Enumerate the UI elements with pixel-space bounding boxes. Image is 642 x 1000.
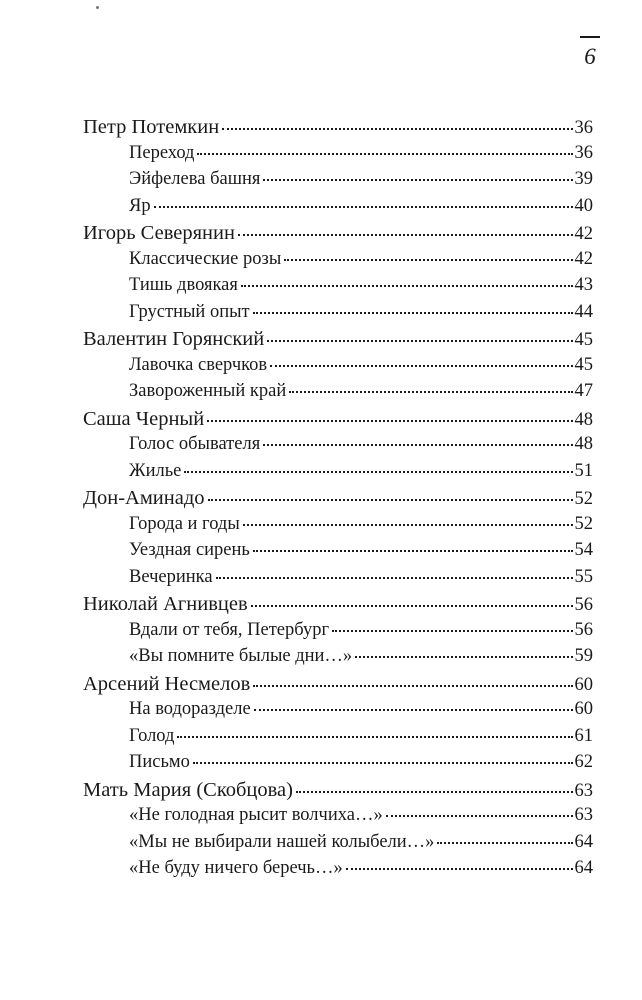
dot-leader — [332, 630, 572, 632]
page-ref: 56 — [574, 619, 593, 640]
toc-poem-entry — [83, 514, 593, 541]
author-name: Арсений Несмелов — [83, 672, 251, 695]
toc-poem-entry — [83, 805, 593, 832]
dot-leader — [253, 550, 573, 552]
dot-leader — [386, 815, 573, 817]
page-ref: 51 — [574, 460, 593, 481]
page-ref: 48 — [574, 409, 593, 430]
header-rule — [580, 36, 600, 38]
page-ref: 64 — [574, 858, 593, 878]
page-ref: 56 — [574, 595, 593, 615]
poem-title: «Не буду ничего беречь…» — [129, 858, 343, 878]
dot-leader — [270, 365, 572, 367]
toc-poem-entry — [83, 646, 593, 673]
toc-poem-entry — [83, 540, 593, 567]
toc-author-entry — [83, 408, 593, 435]
toc-poem-entry — [83, 275, 593, 302]
toc-poem-entry — [83, 461, 593, 488]
toc-poem-entry — [83, 381, 593, 408]
toc-poem-entry — [83, 196, 593, 223]
dot-leader — [197, 153, 572, 155]
toc-poem-entry — [83, 143, 593, 170]
dot-leader — [208, 499, 573, 501]
poem-title: Голос обывателя — [129, 434, 261, 454]
author-name: Петр Потемкин — [83, 116, 220, 138]
page-ref: 64 — [574, 831, 593, 852]
toc-author-entry — [83, 328, 593, 355]
page-ref: 47 — [574, 381, 593, 401]
page-ref: 63 — [574, 780, 593, 801]
page-ref: 43 — [574, 275, 593, 295]
author-name: Валентин Горянский — [83, 328, 265, 350]
dot-leader — [437, 842, 572, 844]
poem-title: Жилье — [129, 460, 182, 481]
page-ref: 60 — [574, 699, 593, 719]
dot-leader — [267, 340, 572, 342]
dot-leader — [216, 577, 573, 579]
dot-leader — [346, 868, 573, 870]
toc-poem-entry — [83, 832, 593, 859]
toc-poem-entry — [83, 567, 593, 594]
toc-poem-entry — [83, 752, 593, 779]
poem-title: Города и годы — [129, 513, 240, 534]
scan-speck — [96, 6, 99, 9]
poem-title: Уездная сирень — [129, 540, 250, 560]
toc-poem-entry — [83, 858, 593, 885]
page-ref: 42 — [574, 248, 593, 269]
poem-title: «Вы помните былые дни…» — [129, 646, 353, 666]
toc-poem-entry — [83, 249, 593, 276]
poem-title: «Не голодная рысит волчиха…» — [129, 805, 383, 825]
dot-leader — [184, 471, 572, 473]
toc-author-entry — [83, 116, 593, 143]
toc-poem-entry — [83, 169, 593, 196]
poem-title: «Мы не выбирали нашей колыбели…» — [129, 831, 435, 852]
author-name: Саша Черный — [83, 407, 205, 430]
page-ref: 44 — [574, 301, 593, 322]
page-ref: 45 — [574, 330, 593, 350]
dot-leader — [193, 762, 573, 764]
page-ref: 52 — [574, 489, 593, 509]
poem-title: На водоразделе — [129, 699, 251, 719]
dot-leader — [241, 285, 573, 287]
dot-leader — [154, 206, 573, 208]
page-ref: 59 — [574, 646, 593, 666]
dot-leader — [238, 234, 573, 236]
toc-poem-entry — [83, 302, 593, 329]
page-ref: 48 — [574, 434, 593, 454]
toc-poem-entry — [83, 699, 593, 726]
page-ref: 54 — [574, 540, 593, 560]
poem-title: Грустный опыт — [129, 301, 250, 322]
poem-title: Эйфелева башня — [129, 169, 261, 189]
page-ref: 60 — [574, 674, 593, 695]
author-name: Дон-Аминадо — [83, 487, 205, 509]
author-name: Игорь Северянин — [83, 222, 235, 244]
dot-leader — [253, 312, 573, 314]
poem-title: Вдали от тебя, Петербург — [129, 619, 330, 640]
page-ref: 52 — [574, 513, 593, 534]
page-ref: 42 — [574, 224, 593, 244]
toc-poem-entry — [83, 434, 593, 461]
dot-leader — [243, 524, 573, 526]
dot-leader — [222, 128, 572, 130]
page-number: 6 — [584, 44, 596, 69]
page-ref: 62 — [574, 752, 593, 772]
poem-title: Классические розы — [129, 248, 282, 269]
poem-title: Письмо — [129, 752, 190, 772]
poem-title: Яр — [129, 195, 151, 216]
toc-poem-entry — [83, 726, 593, 753]
dot-leader — [289, 391, 572, 393]
poem-title: Вечеринка — [129, 566, 213, 587]
dot-leader — [253, 685, 572, 687]
poem-title: Голод — [129, 725, 175, 746]
dot-leader — [296, 791, 573, 793]
table-of-contents — [83, 116, 593, 885]
dot-leader — [263, 444, 572, 446]
dot-leader — [254, 709, 573, 711]
toc-author-entry — [83, 487, 593, 514]
poem-title: Завороженный край — [129, 381, 287, 401]
dot-leader — [207, 420, 572, 422]
page-ref: 36 — [574, 118, 593, 138]
toc-author-entry — [83, 673, 593, 700]
page-ref: 39 — [574, 169, 593, 189]
toc-author-entry — [83, 779, 593, 806]
dot-leader — [177, 736, 572, 738]
toc-poem-entry — [83, 620, 593, 647]
page-ref: 40 — [574, 195, 593, 216]
page-ref: 55 — [574, 566, 593, 587]
author-name: Николай Агнивцев — [83, 593, 248, 615]
dot-leader — [263, 179, 572, 181]
poem-title: Переход — [129, 142, 195, 163]
poem-title: Тишь двоякая — [129, 275, 238, 295]
author-name: Мать Мария (Скобцова) — [83, 778, 293, 801]
dot-leader — [251, 605, 573, 607]
page-ref: 63 — [574, 805, 593, 825]
page-ref: 36 — [574, 142, 593, 163]
toc-author-entry — [83, 593, 593, 620]
page-ref: 61 — [574, 725, 593, 746]
dot-leader — [355, 656, 572, 658]
toc-poem-entry — [83, 355, 593, 382]
page-ref: 45 — [574, 354, 593, 375]
poem-title: Лавочка сверчков — [129, 354, 268, 375]
dot-leader — [284, 259, 572, 261]
toc-author-entry — [83, 222, 593, 249]
